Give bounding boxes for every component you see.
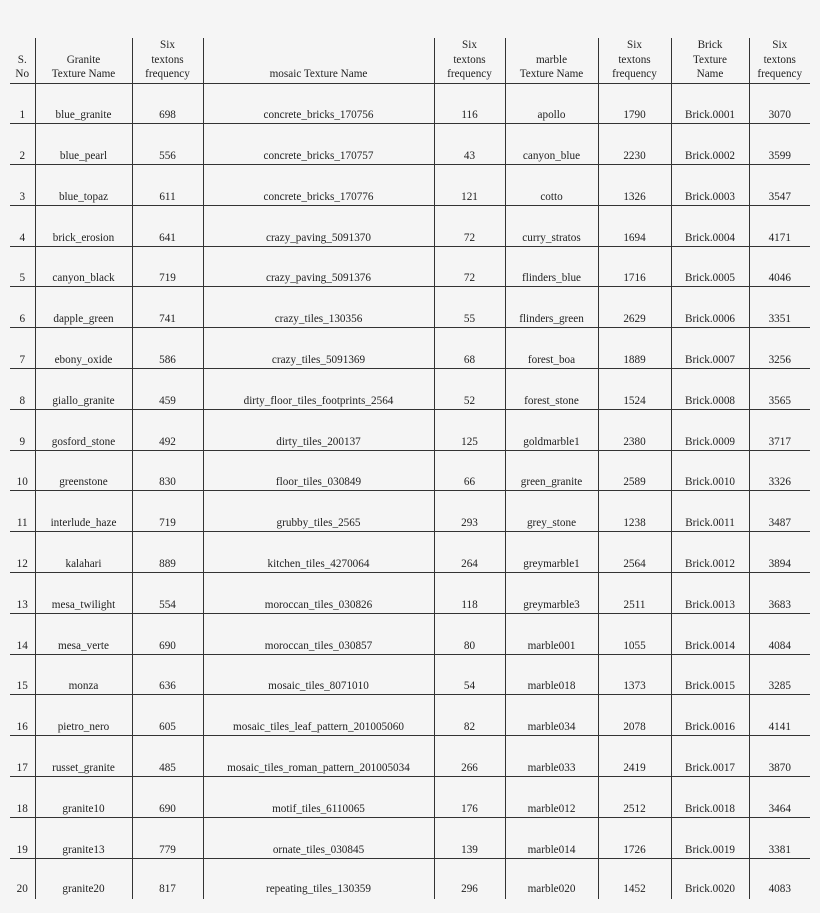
table-row (10, 613, 810, 654)
table-row (10, 124, 810, 165)
cell-sno: 2 (10, 124, 35, 165)
cell-marble-freq: 2078 (598, 695, 671, 736)
cell-sno: 8 (10, 369, 35, 410)
table-row (10, 695, 810, 736)
cell-granite-name: gosford_stone (35, 409, 132, 450)
cell-brick-name: Brick.0017 (671, 736, 749, 777)
cell-marble-name: marble012 (505, 777, 598, 818)
table-body (10, 83, 810, 899)
table-row (10, 858, 810, 899)
cell-brick-name: Brick.0004 (671, 205, 749, 246)
header-line: frequency (612, 68, 657, 80)
column-header-sno (10, 38, 35, 83)
cell-granite-freq: 605 (132, 695, 203, 736)
cell-granite-freq: 690 (132, 613, 203, 654)
cell-granite-freq: 554 (132, 573, 203, 614)
header-line: Name (696, 68, 724, 80)
cell-brick-name: Brick.0015 (671, 654, 749, 695)
cell-mosaic-freq: 266 (434, 736, 505, 777)
cell-marble-freq: 2564 (598, 532, 671, 573)
cell-marble-name: flinders_blue (505, 246, 598, 287)
cell-brick-freq: 3326 (749, 450, 810, 491)
cell-granite-name: canyon_black (35, 246, 132, 287)
cell-marble-name: marble034 (505, 695, 598, 736)
cell-granite-name: mesa_verte (35, 613, 132, 654)
cell-brick-name: Brick.0010 (671, 450, 749, 491)
cell-sno: 15 (10, 654, 35, 695)
cell-marble-name: forest_stone (505, 369, 598, 410)
table-row (10, 573, 810, 614)
cell-mosaic-freq: 293 (434, 491, 505, 532)
table-row (10, 83, 810, 124)
cell-brick-freq: 4171 (749, 205, 810, 246)
cell-granite-name: greenstone (35, 450, 132, 491)
table-row (10, 817, 810, 858)
cell-sno: 5 (10, 246, 35, 287)
cell-sno: 1 (10, 83, 35, 124)
cell-mosaic-name: motif_tiles_6110065 (203, 777, 434, 818)
cell-mosaic-freq: 82 (434, 695, 505, 736)
cell-granite-name: kalahari (35, 532, 132, 573)
header-line: Six (627, 39, 642, 51)
header-line: textons (151, 53, 184, 66)
cell-brick-name: Brick.0003 (671, 165, 749, 206)
cell-granite-freq: 719 (132, 246, 203, 287)
cell-mosaic-freq: 66 (434, 450, 505, 491)
cell-brick-freq: 3070 (749, 83, 810, 124)
cell-mosaic-freq: 176 (434, 777, 505, 818)
cell-mosaic-freq: 72 (434, 246, 505, 287)
cell-mosaic-freq: 54 (434, 654, 505, 695)
cell-brick-name: Brick.0020 (671, 858, 749, 899)
cell-brick-freq: 3256 (749, 328, 810, 369)
table-row (10, 736, 810, 777)
cell-brick-name: Brick.0011 (671, 491, 749, 532)
cell-marble-name: marble033 (505, 736, 598, 777)
cell-sno: 12 (10, 532, 35, 573)
cell-marble-freq: 2629 (598, 287, 671, 328)
cell-brick-name: Brick.0014 (671, 613, 749, 654)
cell-mosaic-freq: 121 (434, 165, 505, 206)
cell-marble-name: marble001 (505, 613, 598, 654)
cell-granite-name: interlude_haze (35, 491, 132, 532)
column-header-brick-freq (749, 38, 810, 83)
cell-mosaic-freq: 72 (434, 205, 505, 246)
cell-marble-freq: 2511 (598, 573, 671, 614)
cell-granite-freq: 459 (132, 369, 203, 410)
table-row (10, 369, 810, 410)
cell-granite-freq: 719 (132, 491, 203, 532)
table-row (10, 491, 810, 532)
cell-marble-name: greymarble1 (505, 532, 598, 573)
column-header-mosaic-freq (434, 38, 505, 83)
cell-marble-freq: 2380 (598, 409, 671, 450)
cell-marble-freq: 2589 (598, 450, 671, 491)
table-row (10, 328, 810, 369)
cell-granite-freq: 830 (132, 450, 203, 491)
cell-granite-name: pietro_nero (35, 695, 132, 736)
cell-sno: 19 (10, 817, 35, 858)
header-line: mosaic Texture Name (269, 68, 368, 80)
table-row (10, 532, 810, 573)
header-line: Texture Name (51, 68, 116, 80)
cell-granite-name: blue_topaz (35, 165, 132, 206)
column-header-mosaic-name (203, 38, 434, 83)
header-line: Six (772, 39, 788, 51)
cell-mosaic-freq: 55 (434, 287, 505, 328)
header-line: frequency (145, 68, 190, 80)
header-line: textons (453, 53, 486, 66)
cell-brick-freq: 3351 (749, 287, 810, 328)
cell-granite-name: brick_erosion (35, 205, 132, 246)
cell-brick-freq: 3547 (749, 165, 810, 206)
cell-mosaic-name: repeating_tiles_130359 (203, 858, 434, 899)
cell-granite-freq: 492 (132, 409, 203, 450)
cell-sno: 4 (10, 205, 35, 246)
cell-brick-name: Brick.0005 (671, 246, 749, 287)
cell-marble-freq: 1326 (598, 165, 671, 206)
cell-marble-freq: 1055 (598, 613, 671, 654)
cell-brick-name: Brick.0002 (671, 124, 749, 165)
cell-brick-freq: 3683 (749, 573, 810, 614)
header-line: Brick (697, 39, 723, 51)
cell-marble-name: canyon_blue (505, 124, 598, 165)
cell-brick-name: Brick.0009 (671, 409, 749, 450)
table-row (10, 409, 810, 450)
column-header-marble-freq (598, 38, 671, 83)
cell-sno: 17 (10, 736, 35, 777)
cell-granite-name: mesa_twilight (35, 573, 132, 614)
cell-mosaic-freq: 80 (434, 613, 505, 654)
cell-mosaic-name: dirty_floor_tiles_footprints_2564 (203, 369, 434, 410)
cell-marble-name: green_granite (505, 450, 598, 491)
table-row (10, 777, 810, 818)
cell-mosaic-freq: 118 (434, 573, 505, 614)
cell-mosaic-freq: 264 (434, 532, 505, 573)
cell-brick-freq: 3599 (749, 124, 810, 165)
cell-granite-freq: 586 (132, 328, 203, 369)
cell-brick-name: Brick.0016 (671, 695, 749, 736)
cell-granite-name: ebony_oxide (35, 328, 132, 369)
cell-granite-name: granite13 (35, 817, 132, 858)
cell-granite-freq: 817 (132, 858, 203, 899)
column-header-brick-name (671, 38, 749, 83)
cell-granite-freq: 741 (132, 287, 203, 328)
cell-brick-freq: 3870 (749, 736, 810, 777)
cell-granite-name: monza (35, 654, 132, 695)
cell-marble-freq: 1238 (598, 491, 671, 532)
cell-brick-freq: 4083 (749, 858, 810, 899)
cell-mosaic-name: concrete_bricks_170757 (203, 124, 434, 165)
cell-granite-freq: 556 (132, 124, 203, 165)
cell-mosaic-name: dirty_tiles_200137 (203, 409, 434, 450)
cell-sno: 7 (10, 328, 35, 369)
table-row (10, 165, 810, 206)
cell-mosaic-name: mosaic_tiles_leaf_pattern_201005060 (203, 695, 434, 736)
cell-marble-name: marble020 (505, 858, 598, 899)
cell-brick-freq: 3717 (749, 409, 810, 450)
column-header-granite-freq (132, 38, 203, 83)
header-line: Texture (692, 53, 727, 66)
cell-sno: 10 (10, 450, 35, 491)
header-line: Granite (66, 53, 101, 66)
cell-mosaic-name: crazy_tiles_130356 (203, 287, 434, 328)
cell-mosaic-freq: 43 (434, 124, 505, 165)
cell-brick-freq: 4141 (749, 695, 810, 736)
cell-granite-name: giallo_granite (35, 369, 132, 410)
cell-mosaic-name: moroccan_tiles_030826 (203, 573, 434, 614)
cell-brick-freq: 4046 (749, 246, 810, 287)
cell-brick-name: Brick.0007 (671, 328, 749, 369)
table-row (10, 287, 810, 328)
cell-mosaic-name: crazy_tiles_5091369 (203, 328, 434, 369)
header-line: marble (535, 53, 568, 66)
cell-marble-name: greymarble3 (505, 573, 598, 614)
cell-marble-freq: 1452 (598, 858, 671, 899)
cell-marble-name: cotto (505, 165, 598, 206)
cell-marble-name: goldmarble1 (505, 409, 598, 450)
cell-sno: 13 (10, 573, 35, 614)
cell-mosaic-name: concrete_bricks_170776 (203, 165, 434, 206)
cell-marble-name: curry_stratos (505, 205, 598, 246)
cell-sno: 18 (10, 777, 35, 818)
cell-brick-name: Brick.0018 (671, 777, 749, 818)
cell-mosaic-name: grubby_tiles_2565 (203, 491, 434, 532)
cell-brick-name: Brick.0012 (671, 532, 749, 573)
cell-brick-freq: 3565 (749, 369, 810, 410)
cell-marble-freq: 1373 (598, 654, 671, 695)
table-row (10, 246, 810, 287)
cell-marble-name: marble018 (505, 654, 598, 695)
cell-mosaic-freq: 296 (434, 858, 505, 899)
cell-brick-name: Brick.0006 (671, 287, 749, 328)
cell-mosaic-name: crazy_paving_5091370 (203, 205, 434, 246)
cell-mosaic-freq: 116 (434, 83, 505, 124)
cell-brick-name: Brick.0013 (671, 573, 749, 614)
cell-sno: 14 (10, 613, 35, 654)
cell-marble-name: marble014 (505, 817, 598, 858)
cell-mosaic-freq: 125 (434, 409, 505, 450)
cell-granite-name: blue_granite (35, 83, 132, 124)
cell-granite-name: granite10 (35, 777, 132, 818)
cell-marble-freq: 2230 (598, 124, 671, 165)
cell-brick-name: Brick.0001 (671, 83, 749, 124)
header-line: Texture Name (519, 68, 584, 80)
cell-granite-freq: 485 (132, 736, 203, 777)
cell-sno: 6 (10, 287, 35, 328)
cell-granite-freq: 641 (132, 205, 203, 246)
cell-marble-freq: 1694 (598, 205, 671, 246)
cell-granite-freq: 636 (132, 654, 203, 695)
cell-marble-name: flinders_green (505, 287, 598, 328)
cell-mosaic-freq: 139 (434, 817, 505, 858)
cell-granite-name: dapple_green (35, 287, 132, 328)
cell-brick-freq: 3381 (749, 817, 810, 858)
cell-mosaic-name: floor_tiles_030849 (203, 450, 434, 491)
table-row (10, 450, 810, 491)
cell-marble-freq: 2512 (598, 777, 671, 818)
cell-sno: 9 (10, 409, 35, 450)
cell-granite-freq: 690 (132, 777, 203, 818)
cell-mosaic-name: kitchen_tiles_4270064 (203, 532, 434, 573)
cell-mosaic-freq: 52 (434, 369, 505, 410)
header-line: frequency (447, 68, 492, 80)
header-line: Six (462, 39, 477, 51)
cell-mosaic-name: concrete_bricks_170756 (203, 83, 434, 124)
cell-brick-name: Brick.0008 (671, 369, 749, 410)
cell-brick-freq: 4084 (749, 613, 810, 654)
texture-frequency-table (10, 38, 810, 899)
cell-mosaic-name: mosaic_tiles_8071010 (203, 654, 434, 695)
cell-brick-name: Brick.0019 (671, 817, 749, 858)
cell-granite-freq: 889 (132, 532, 203, 573)
table-header (10, 38, 810, 83)
cell-granite-freq: 611 (132, 165, 203, 206)
column-header-granite-name (35, 38, 132, 83)
column-header-marble-name (505, 38, 598, 83)
cell-sno: 11 (10, 491, 35, 532)
cell-mosaic-name: moroccan_tiles_030857 (203, 613, 434, 654)
cell-brick-freq: 3894 (749, 532, 810, 573)
cell-marble-freq: 1716 (598, 246, 671, 287)
header-line: textons (618, 53, 651, 66)
cell-granite-freq: 779 (132, 817, 203, 858)
cell-mosaic-name: mosaic_tiles_roman_pattern_201005034 (203, 736, 434, 777)
cell-marble-freq: 2419 (598, 736, 671, 777)
cell-mosaic-freq: 68 (434, 328, 505, 369)
cell-sno: 20 (16, 882, 28, 895)
cell-mosaic-name: ornate_tiles_030845 (203, 817, 434, 858)
table-row (10, 654, 810, 695)
header-line: S. (17, 53, 27, 66)
cell-marble-freq: 1790 (598, 83, 671, 124)
cell-marble-freq: 1726 (598, 817, 671, 858)
cell-granite-name: granite20 (35, 858, 132, 899)
header-line: Six (160, 39, 175, 51)
cell-brick-freq: 3285 (749, 654, 810, 695)
table-row (10, 205, 810, 246)
header-line: textons (763, 53, 796, 66)
cell-mosaic-name: crazy_paving_5091376 (203, 246, 434, 287)
cell-granite-name: russet_granite (35, 736, 132, 777)
cell-brick-freq: 3464 (749, 777, 810, 818)
header-line: No (15, 68, 30, 80)
cell-marble-freq: 1889 (598, 328, 671, 369)
cell-marble-name: grey_stone (505, 491, 598, 532)
header-line: frequency (757, 68, 803, 80)
cell-marble-name: forest_boa (505, 328, 598, 369)
cell-sno: 3 (10, 165, 35, 206)
cell-brick-freq: 3487 (749, 491, 810, 532)
cell-marble-name: apollo (505, 83, 598, 124)
cell-granite-name: blue_pearl (35, 124, 132, 165)
cell-granite-freq: 698 (132, 83, 203, 124)
cell-sno: 16 (10, 695, 35, 736)
cell-marble-freq: 1524 (598, 369, 671, 410)
